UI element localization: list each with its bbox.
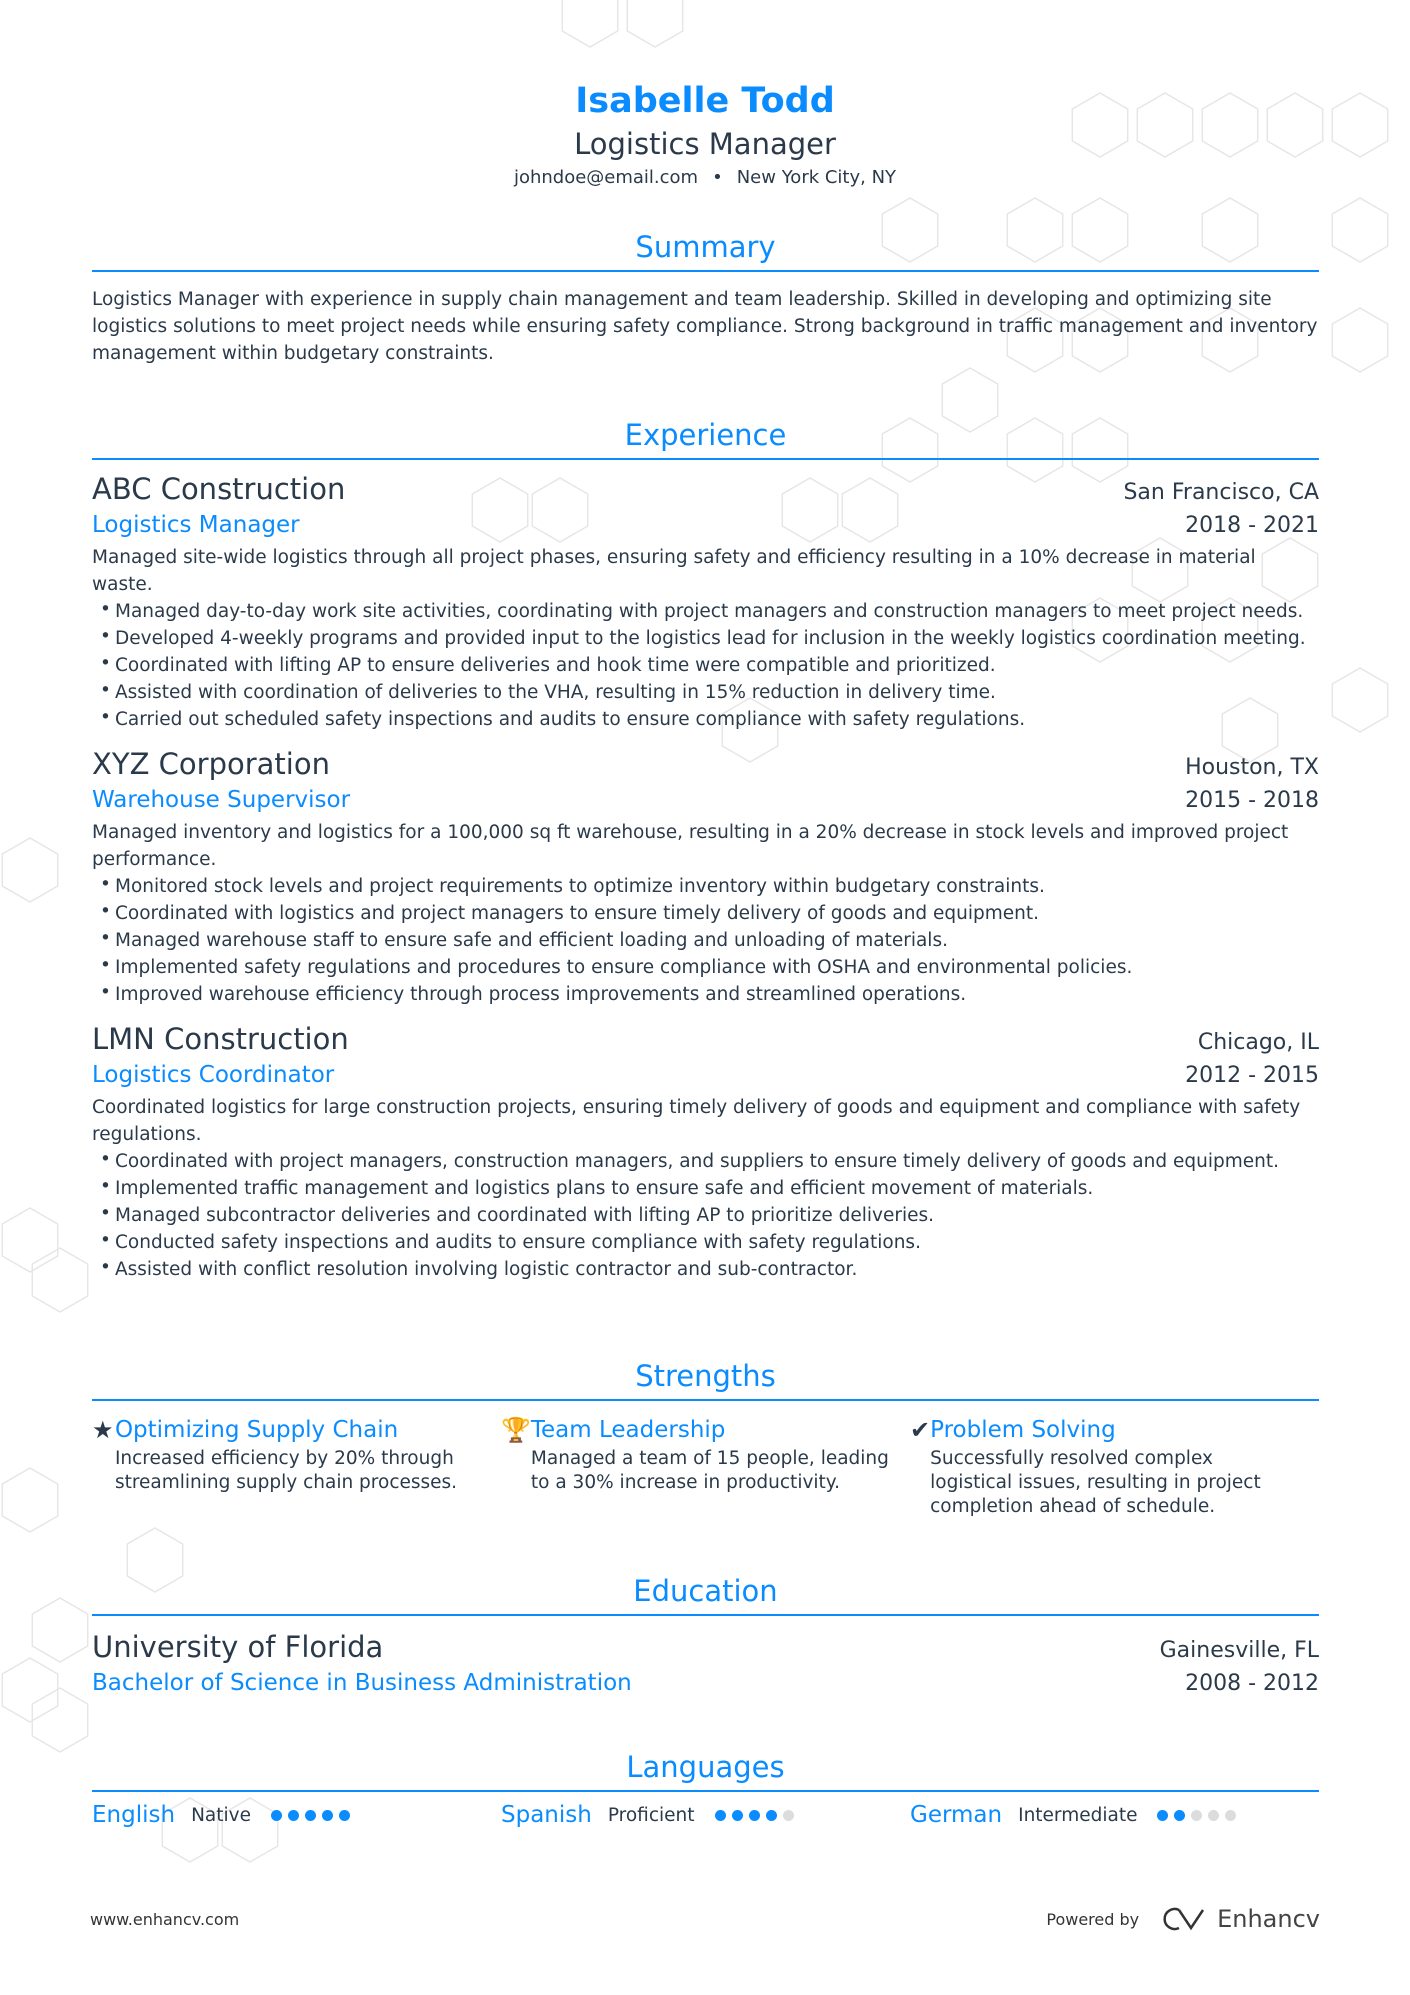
job-location: San Francisco, CA xyxy=(1123,480,1319,505)
language-rating xyxy=(1157,1806,1242,1825)
powered-by-label: Powered by xyxy=(1046,1909,1140,1929)
job-bullets xyxy=(92,873,1319,1008)
bullet-item: • Monitored stock levels and project requirements to optimize inventory within budgetary constraints. xyxy=(100,873,1319,900)
degree: Bachelor of Science in Business Administration xyxy=(92,1670,632,1696)
trophy-icon: 🏆 xyxy=(501,1416,531,1444)
rating-dot xyxy=(1157,1810,1168,1821)
rating-dot xyxy=(1225,1810,1236,1821)
bullet-item: • Conducted safety inspections and audits to ensure compliance with safety regulations. xyxy=(100,1229,1319,1256)
strength-title: Team Leadership xyxy=(530,1417,726,1443)
strength-title: Optimizing Supply Chain xyxy=(114,1417,399,1443)
language-level: Intermediate xyxy=(1018,1804,1138,1826)
strength-item xyxy=(910,1413,1319,1519)
bullet-item: • Assisted with conflict resolution involving logistic contractor and sub-contractor. xyxy=(100,1256,1319,1283)
section-heading: Experience xyxy=(92,416,1319,460)
location: New York City, NY xyxy=(736,167,897,188)
bullet-item: • Assisted with coordination of deliveries to the VHA, resulting in 15% reduction in delivery time. xyxy=(100,679,1319,706)
job-dates: 2012 - 2015 xyxy=(1185,1063,1319,1088)
experience-section xyxy=(92,416,1319,1283)
language-rating xyxy=(271,1806,356,1825)
summary-section xyxy=(92,228,1319,367)
job-description: Managed inventory and logistics for a 100,000 sq ft warehouse, resulting in a 20% decrease in stock levels and improved project performance. xyxy=(92,822,1289,870)
language-rating xyxy=(715,1806,800,1825)
job-bullets xyxy=(92,1148,1319,1283)
strengths-section xyxy=(92,1357,1319,1519)
hexagon-shape xyxy=(2,838,57,902)
hexagon-shape xyxy=(1332,308,1387,372)
job-location: Chicago, IL xyxy=(1197,1030,1319,1055)
bullet-item: • Implemented traffic management and logistics plans to ensure safe and efficient movement of materials. xyxy=(100,1175,1319,1202)
bullet-item: • Coordinated with logistics and project managers to ensure timely delivery of goods and equipment. xyxy=(100,900,1319,927)
bullet-item: • Improved warehouse efficiency through process improvements and streamlined operations. xyxy=(100,981,1319,1008)
section-heading: Strengths xyxy=(92,1357,1319,1401)
bullet-item: • Developed 4-weekly programs and provided input to the logistics lead for inclusion in the weekly logistics coordination meeting. xyxy=(100,625,1319,652)
rating-dot xyxy=(766,1810,777,1821)
rating-dot xyxy=(339,1810,350,1821)
hexagon-shape xyxy=(1332,668,1387,732)
summary-text: Logistics Manager with experience in supply chain management and team leadership. Skilled in developing and optimizing site logistics solutions to meet project needs while ensuring safety compliance. Strong background in traffic management and inventory management within budgetary constraints. xyxy=(92,289,1318,364)
language-item xyxy=(501,1802,910,1828)
section-heading: Languages xyxy=(92,1748,1319,1792)
section-heading: Education xyxy=(92,1572,1319,1616)
hexagon-shape xyxy=(2,1658,57,1722)
hexagon-shape xyxy=(32,1248,87,1312)
company-name: XYZ Corporation xyxy=(92,747,330,781)
bullet-item: • Carried out scheduled safety inspections and audits to ensure compliance with safety regulations. xyxy=(100,706,1319,733)
hexagon-shape xyxy=(2,1208,57,1272)
hexagon-shape xyxy=(562,0,617,47)
languages-section xyxy=(92,1748,1319,1828)
enhancv-logo[interactable] xyxy=(1161,1905,1320,1933)
strength-description: Managed a team of 15 people, leading to a 30% increase in productivity. xyxy=(530,1448,889,1493)
job-description: Coordinated logistics for large construction projects, ensuring timely delivery of goods and equipment and compliance with safety regulations. xyxy=(92,1097,1301,1145)
hexagon-shape xyxy=(32,1688,87,1752)
language-name: Spanish xyxy=(501,1802,592,1828)
rating-dot xyxy=(749,1810,760,1821)
rating-dot xyxy=(783,1810,794,1821)
strength-item xyxy=(501,1413,910,1519)
job-entry xyxy=(92,1020,1319,1283)
education-section xyxy=(92,1572,1319,1700)
section-heading: Summary xyxy=(92,228,1319,272)
hexagon-shape xyxy=(2,1468,57,1532)
bullet-item: • Managed day-to-day work site activities, coordinating with project managers and construction managers to meet project needs. xyxy=(100,598,1319,625)
strength-description: Successfully resolved complex logistical issues, resulting in project completion ahead of schedule. xyxy=(930,1448,1261,1517)
bullet-item: • Managed warehouse staff to ensure safe and efficient loading and unloading of materials. xyxy=(100,927,1319,954)
job-description: Managed site-wide logistics through all project phases, ensuring safety and efficiency resulting in a 10% decrease in material waste. xyxy=(92,547,1256,595)
hexagon-shape xyxy=(1332,198,1387,262)
candidate-title: Logistics Manager xyxy=(574,127,836,161)
rating-dot xyxy=(1208,1810,1219,1821)
job-entry xyxy=(92,470,1319,733)
rating-dot xyxy=(715,1810,726,1821)
candidate-name: Isabelle Todd xyxy=(575,81,835,121)
footer xyxy=(90,1905,1320,1933)
enhancv-logo-icon xyxy=(1161,1906,1207,1932)
education-entry xyxy=(92,1628,1319,1700)
check-icon: ✔ xyxy=(910,1416,931,1444)
education-dates: 2008 - 2012 xyxy=(1185,1671,1319,1696)
language-item xyxy=(92,1802,501,1828)
rating-dot xyxy=(271,1810,282,1821)
job-location: Houston, TX xyxy=(1185,755,1319,780)
language-level: Native xyxy=(191,1804,251,1826)
email[interactable]: johndoe@email.com xyxy=(513,167,699,188)
language-name: English xyxy=(92,1802,176,1828)
brand-name: Enhancv xyxy=(1217,1905,1320,1933)
job-role: Logistics Coordinator xyxy=(92,1062,335,1088)
strength-item xyxy=(92,1413,501,1519)
language-name: German xyxy=(910,1802,1003,1828)
hexagon-shape xyxy=(32,1598,87,1662)
rating-dot xyxy=(305,1810,316,1821)
bullet-item: • Coordinated with project managers, construction managers, and suppliers to ensure timely delivery of goods and equipment. xyxy=(100,1148,1319,1175)
company-name: LMN Construction xyxy=(92,1022,349,1056)
resume-header xyxy=(0,78,1410,192)
rating-dot xyxy=(732,1810,743,1821)
hexagon-shape xyxy=(627,0,682,47)
job-role: Logistics Manager xyxy=(92,512,300,538)
rating-dot xyxy=(1191,1810,1202,1821)
star-icon: ★ xyxy=(92,1416,114,1444)
bullet-item: • Coordinated with lifting AP to ensure deliveries and hook time were compatible and prioritized. xyxy=(100,652,1319,679)
job-dates: 2015 - 2018 xyxy=(1185,788,1319,813)
job-dates: 2018 - 2021 xyxy=(1185,513,1319,538)
language-item xyxy=(910,1802,1319,1828)
bullet-item: • Managed subcontractor deliveries and coordinated with lifting AP to prioritize deliveries. xyxy=(100,1202,1319,1229)
job-role: Warehouse Supervisor xyxy=(92,787,351,813)
school-name: University of Florida xyxy=(92,1630,384,1664)
contact-info xyxy=(0,164,1410,192)
rating-dot xyxy=(288,1810,299,1821)
separator: • xyxy=(712,167,723,188)
company-name: ABC Construction xyxy=(92,472,346,506)
strength-title: Problem Solving xyxy=(930,1417,1116,1443)
job-bullets xyxy=(92,598,1319,733)
website-link[interactable]: www.enhancv.com xyxy=(90,1909,240,1929)
job-entry xyxy=(92,745,1319,1008)
school-location: Gainesville, FL xyxy=(1159,1638,1319,1663)
rating-dot xyxy=(1174,1810,1185,1821)
language-level: Proficient xyxy=(607,1804,695,1826)
rating-dot xyxy=(322,1810,333,1821)
bullet-item: • Implemented safety regulations and procedures to ensure compliance with OSHA and environmental policies. xyxy=(100,954,1319,981)
strength-description: Increased efficiency by 20% through streamlining supply chain processes. xyxy=(114,1448,458,1493)
